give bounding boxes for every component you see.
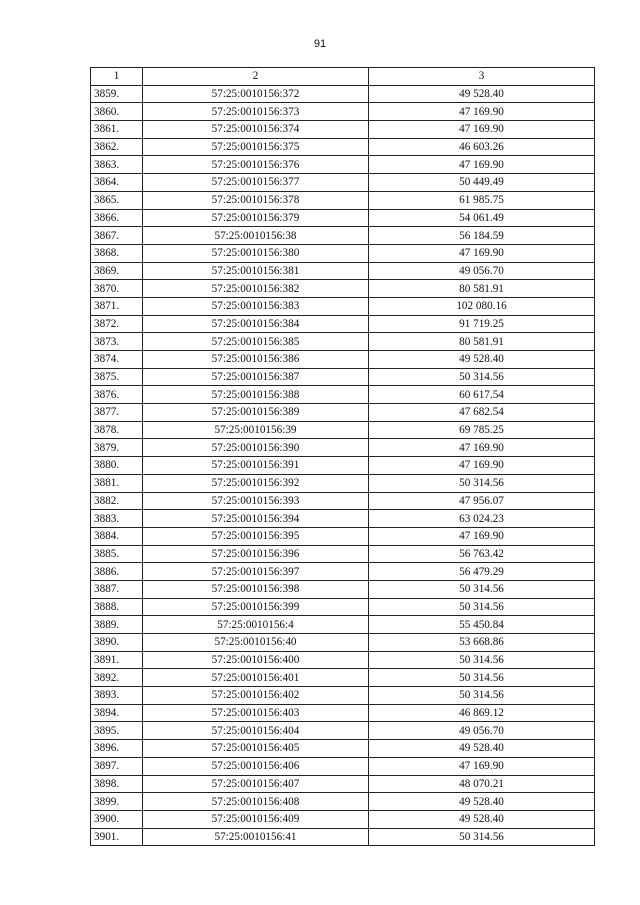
- cadastral-number-cell: 57:25:0010156:409: [143, 810, 369, 828]
- value-cell: 47 169.90: [369, 156, 595, 174]
- cadastral-number-cell: 57:25:0010156:403: [143, 704, 369, 722]
- value-cell: 63 024.23: [369, 510, 595, 528]
- row-number-cell: 3874.: [91, 351, 143, 369]
- table-row: [91, 510, 595, 528]
- cadastral-number-cell: 57:25:0010156:383: [143, 297, 369, 315]
- cadastral-number-cell: 57:25:0010156:379: [143, 209, 369, 227]
- table-body: [91, 85, 595, 846]
- table-row: [91, 457, 595, 475]
- table-row: [91, 775, 595, 793]
- table-row: [91, 669, 595, 687]
- table-row: [91, 421, 595, 439]
- cadastral-number-cell: 57:25:0010156:389: [143, 404, 369, 422]
- value-cell: 48 070.21: [369, 775, 595, 793]
- value-cell: 47 169.90: [369, 457, 595, 475]
- value-cell: 50 314.56: [369, 598, 595, 616]
- value-cell: 53 668.86: [369, 634, 595, 652]
- row-number-cell: 3876.: [91, 386, 143, 404]
- cadastral-number-cell: 57:25:0010156:404: [143, 722, 369, 740]
- value-cell: 50 314.56: [369, 669, 595, 687]
- cadastral-number-cell: 57:25:0010156:398: [143, 580, 369, 598]
- column-header-3: 3: [369, 68, 595, 86]
- value-cell: 102 080.16: [369, 297, 595, 315]
- cadastral-number-cell: 57:25:0010156:41: [143, 828, 369, 846]
- value-cell: 46 603.26: [369, 138, 595, 156]
- table-header-row: [91, 68, 595, 86]
- row-number-cell: 3865.: [91, 191, 143, 209]
- table-row: [91, 474, 595, 492]
- row-number-cell: 3860.: [91, 103, 143, 121]
- cadastral-number-cell: 57:25:0010156:397: [143, 563, 369, 581]
- table-row: [91, 651, 595, 669]
- table-row: [91, 138, 595, 156]
- value-cell: 56 184.59: [369, 227, 595, 245]
- row-number-cell: 3859.: [91, 85, 143, 103]
- table-row: [91, 156, 595, 174]
- table-row: [91, 386, 595, 404]
- table-row: [91, 545, 595, 563]
- row-number-cell: 3863.: [91, 156, 143, 174]
- value-cell: 50 314.56: [369, 580, 595, 598]
- row-number-cell: 3899.: [91, 793, 143, 811]
- table-row: [91, 740, 595, 758]
- table-row: [91, 527, 595, 545]
- value-cell: 47 682.54: [369, 404, 595, 422]
- row-number-cell: 3872.: [91, 315, 143, 333]
- value-cell: 47 169.90: [369, 121, 595, 139]
- table-row: [91, 121, 595, 139]
- table-row: [91, 191, 595, 209]
- cadastral-number-cell: 57:25:0010156:381: [143, 262, 369, 280]
- row-number-cell: 3898.: [91, 775, 143, 793]
- row-number-cell: 3895.: [91, 722, 143, 740]
- cadastral-number-cell: 57:25:0010156:401: [143, 669, 369, 687]
- value-cell: 49 528.40: [369, 793, 595, 811]
- row-number-cell: 3869.: [91, 262, 143, 280]
- row-number-cell: 3901.: [91, 828, 143, 846]
- row-number-cell: 3897.: [91, 757, 143, 775]
- value-cell: 47 169.90: [369, 244, 595, 262]
- cadastral-number-cell: 57:25:0010156:4: [143, 616, 369, 634]
- cadastral-number-cell: 57:25:0010156:408: [143, 793, 369, 811]
- value-cell: 56 479.29: [369, 563, 595, 581]
- row-number-cell: 3896.: [91, 740, 143, 758]
- table-row: [91, 85, 595, 103]
- row-number-cell: 3880.: [91, 457, 143, 475]
- table-row: [91, 757, 595, 775]
- row-number-cell: 3886.: [91, 563, 143, 581]
- value-cell: 49 056.70: [369, 722, 595, 740]
- value-cell: 69 785.25: [369, 421, 595, 439]
- cadastral-number-cell: 57:25:0010156:386: [143, 351, 369, 369]
- row-number-cell: 3893.: [91, 687, 143, 705]
- value-cell: 49 056.70: [369, 262, 595, 280]
- row-number-cell: 3881.: [91, 474, 143, 492]
- row-number-cell: 3900.: [91, 810, 143, 828]
- cadastral-number-cell: 57:25:0010156:402: [143, 687, 369, 705]
- row-number-cell: 3887.: [91, 580, 143, 598]
- value-cell: 49 528.40: [369, 740, 595, 758]
- value-cell: 55 450.84: [369, 616, 595, 634]
- value-cell: 49 528.40: [369, 810, 595, 828]
- value-cell: 56 763.42: [369, 545, 595, 563]
- cadastral-number-cell: 57:25:0010156:394: [143, 510, 369, 528]
- row-number-cell: 3894.: [91, 704, 143, 722]
- value-cell: 50 314.56: [369, 368, 595, 386]
- table-row: [91, 297, 595, 315]
- row-number-cell: 3883.: [91, 510, 143, 528]
- value-cell: 60 617.54: [369, 386, 595, 404]
- data-table: [90, 67, 595, 846]
- cadastral-number-cell: 57:25:0010156:380: [143, 244, 369, 262]
- value-cell: 54 061.49: [369, 209, 595, 227]
- cadastral-number-cell: 57:25:0010156:388: [143, 386, 369, 404]
- cadastral-number-cell: 57:25:0010156:407: [143, 775, 369, 793]
- row-number-cell: 3889.: [91, 616, 143, 634]
- cadastral-number-cell: 57:25:0010156:372: [143, 85, 369, 103]
- row-number-cell: 3891.: [91, 651, 143, 669]
- cadastral-number-cell: 57:25:0010156:385: [143, 333, 369, 351]
- cadastral-number-cell: 57:25:0010156:373: [143, 103, 369, 121]
- cadastral-number-cell: 57:25:0010156:384: [143, 315, 369, 333]
- table-row: [91, 492, 595, 510]
- column-header-2: 2: [143, 68, 369, 86]
- value-cell: 47 169.90: [369, 103, 595, 121]
- cadastral-number-cell: 57:25:0010156:40: [143, 634, 369, 652]
- cadastral-number-cell: 57:25:0010156:393: [143, 492, 369, 510]
- table-row: [91, 404, 595, 422]
- table-row: [91, 227, 595, 245]
- row-number-cell: 3890.: [91, 634, 143, 652]
- row-number-cell: 3866.: [91, 209, 143, 227]
- value-cell: 80 581.91: [369, 333, 595, 351]
- row-number-cell: 3885.: [91, 545, 143, 563]
- table-row: [91, 244, 595, 262]
- cadastral-number-cell: 57:25:0010156:377: [143, 174, 369, 192]
- page-number: 91: [313, 38, 327, 50]
- cadastral-number-cell: 57:25:0010156:400: [143, 651, 369, 669]
- table-row: [91, 368, 595, 386]
- row-number-cell: 3892.: [91, 669, 143, 687]
- value-cell: 49 528.40: [369, 351, 595, 369]
- row-number-cell: 3888.: [91, 598, 143, 616]
- value-cell: 50 314.56: [369, 651, 595, 669]
- row-number-cell: 3882.: [91, 492, 143, 510]
- row-number-cell: 3861.: [91, 121, 143, 139]
- table-row: [91, 174, 595, 192]
- row-number-cell: 3878.: [91, 421, 143, 439]
- table-row: [91, 315, 595, 333]
- cadastral-number-cell: 57:25:0010156:396: [143, 545, 369, 563]
- table-row: [91, 687, 595, 705]
- value-cell: 47 169.90: [369, 757, 595, 775]
- value-cell: 80 581.91: [369, 280, 595, 298]
- row-number-cell: 3868.: [91, 244, 143, 262]
- value-cell: 91 719.25: [369, 315, 595, 333]
- cadastral-number-cell: 57:25:0010156:374: [143, 121, 369, 139]
- table-row: [91, 722, 595, 740]
- value-cell: 61 985.75: [369, 191, 595, 209]
- value-cell: 50 314.56: [369, 828, 595, 846]
- table-row: [91, 793, 595, 811]
- column-header-1: 1: [91, 68, 143, 86]
- value-cell: 50 314.56: [369, 687, 595, 705]
- table-row: [91, 634, 595, 652]
- row-number-cell: 3879.: [91, 439, 143, 457]
- cadastral-number-cell: 57:25:0010156:387: [143, 368, 369, 386]
- table-row: [91, 704, 595, 722]
- cadastral-number-cell: 57:25:0010156:399: [143, 598, 369, 616]
- cadastral-number-cell: 57:25:0010156:375: [143, 138, 369, 156]
- row-number-cell: 3862.: [91, 138, 143, 156]
- value-cell: 47 169.90: [369, 527, 595, 545]
- cadastral-number-cell: 57:25:0010156:390: [143, 439, 369, 457]
- row-number-cell: 3864.: [91, 174, 143, 192]
- cadastral-number-cell: 57:25:0010156:39: [143, 421, 369, 439]
- value-cell: 50 314.56: [369, 474, 595, 492]
- cadastral-number-cell: 57:25:0010156:406: [143, 757, 369, 775]
- cadastral-number-cell: 57:25:0010156:382: [143, 280, 369, 298]
- row-number-cell: 3870.: [91, 280, 143, 298]
- cadastral-number-cell: 57:25:0010156:391: [143, 457, 369, 475]
- cadastral-number-cell: 57:25:0010156:405: [143, 740, 369, 758]
- row-number-cell: 3875.: [91, 368, 143, 386]
- value-cell: 49 528.40: [369, 85, 595, 103]
- table-row: [91, 828, 595, 846]
- value-cell: 46 869.12: [369, 704, 595, 722]
- table-row: [91, 810, 595, 828]
- value-cell: 50 449.49: [369, 174, 595, 192]
- cadastral-number-cell: 57:25:0010156:392: [143, 474, 369, 492]
- row-number-cell: 3877.: [91, 404, 143, 422]
- cadastral-number-cell: 57:25:0010156:38: [143, 227, 369, 245]
- table-row: [91, 351, 595, 369]
- cadastral-number-cell: 57:25:0010156:378: [143, 191, 369, 209]
- table-row: [91, 262, 595, 280]
- table-row: [91, 439, 595, 457]
- table-row: [91, 598, 595, 616]
- cadastral-number-cell: 57:25:0010156:376: [143, 156, 369, 174]
- table-row: [91, 580, 595, 598]
- table-row: [91, 333, 595, 351]
- row-number-cell: 3867.: [91, 227, 143, 245]
- row-number-cell: 3884.: [91, 527, 143, 545]
- table-row: [91, 563, 595, 581]
- row-number-cell: 3871.: [91, 297, 143, 315]
- table-row: [91, 616, 595, 634]
- cadastral-number-cell: 57:25:0010156:395: [143, 527, 369, 545]
- table-row: [91, 103, 595, 121]
- row-number-cell: 3873.: [91, 333, 143, 351]
- table-row: [91, 280, 595, 298]
- value-cell: 47 169.90: [369, 439, 595, 457]
- value-cell: 47 956.07: [369, 492, 595, 510]
- table-row: [91, 209, 595, 227]
